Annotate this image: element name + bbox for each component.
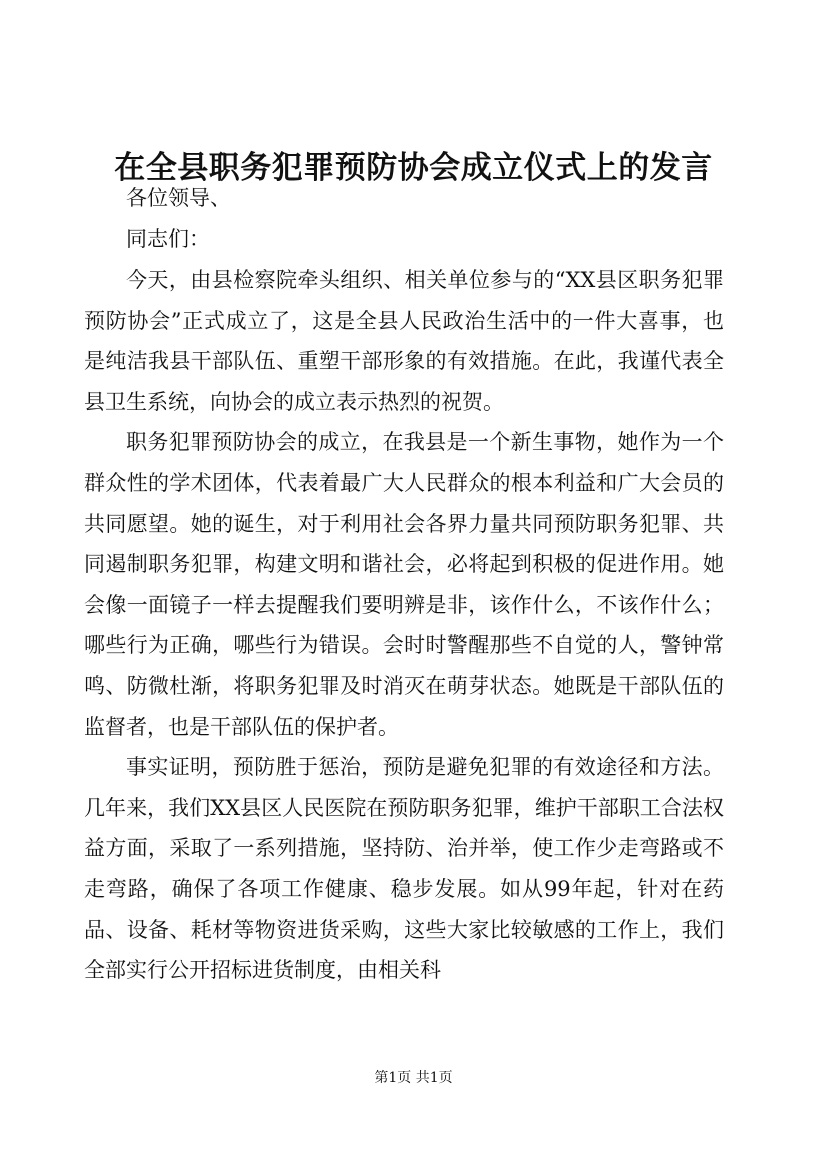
- document-body: [84, 178, 724, 991]
- paragraph-1: 今天，由县检察院牵头组织、相关单位参与的“XX县区职务犯罪预防协会”正式成立了，这是全县人民政治生活中的一件大喜事，也是纯洁我县干部队伍、重塑干部形象的有效措施。在此，我谨代表全县卫生系统，向协会的成立表示热烈的祝贺。: [84, 268, 724, 414]
- document-title: 在全县职务犯罪预防协会成立仪式上的发言: [114, 150, 713, 186]
- paragraph-2: 职务犯罪预防协会的成立，在我县是一个新生事物，她作为一个群众性的学术团体，代表着最广大人民群众的根本利益和广大会员的共同愿望。她的诞生，对于利用社会各界力量共同预防职务犯罪、共同遏制职务犯罪，构建文明和谐社会，必将起到积极的促进作用。她会像一面镜子一样去提醒我们要明辨是非，该作什么，不该作什么；哪些行为正确，哪些行为错误。会时时警醒那些不自觉的人，警钟常鸣、防微杜渐，将职务犯罪及时消灭在萌芽状态。她既是干部队伍的监督者，也是干部队伍的保护者。: [84, 430, 724, 739]
- salutation-leaders: 各位领导、: [126, 186, 231, 210]
- salutation-comrades: 同志们：: [126, 227, 210, 251]
- paragraph-3: 事实证明，预防胜于惩治，预防是避免犯罪的有效途径和方法。几年来，我们XX县区人民医院在预防职务犯罪，维护干部职工合法权益方面，采取了一系列措施，坚持防、治并举，使工作少走弯路或不走弯路，确保了各项工作健康、稳步发展。如从99年起，针对在药品、设备、耗材等物资进货采购，这些大家比较敏感的工作上，我们全部实行公开招标进货制度，由相关科: [84, 755, 724, 983]
- page-footer: 第1页 共1页: [374, 1070, 453, 1086]
